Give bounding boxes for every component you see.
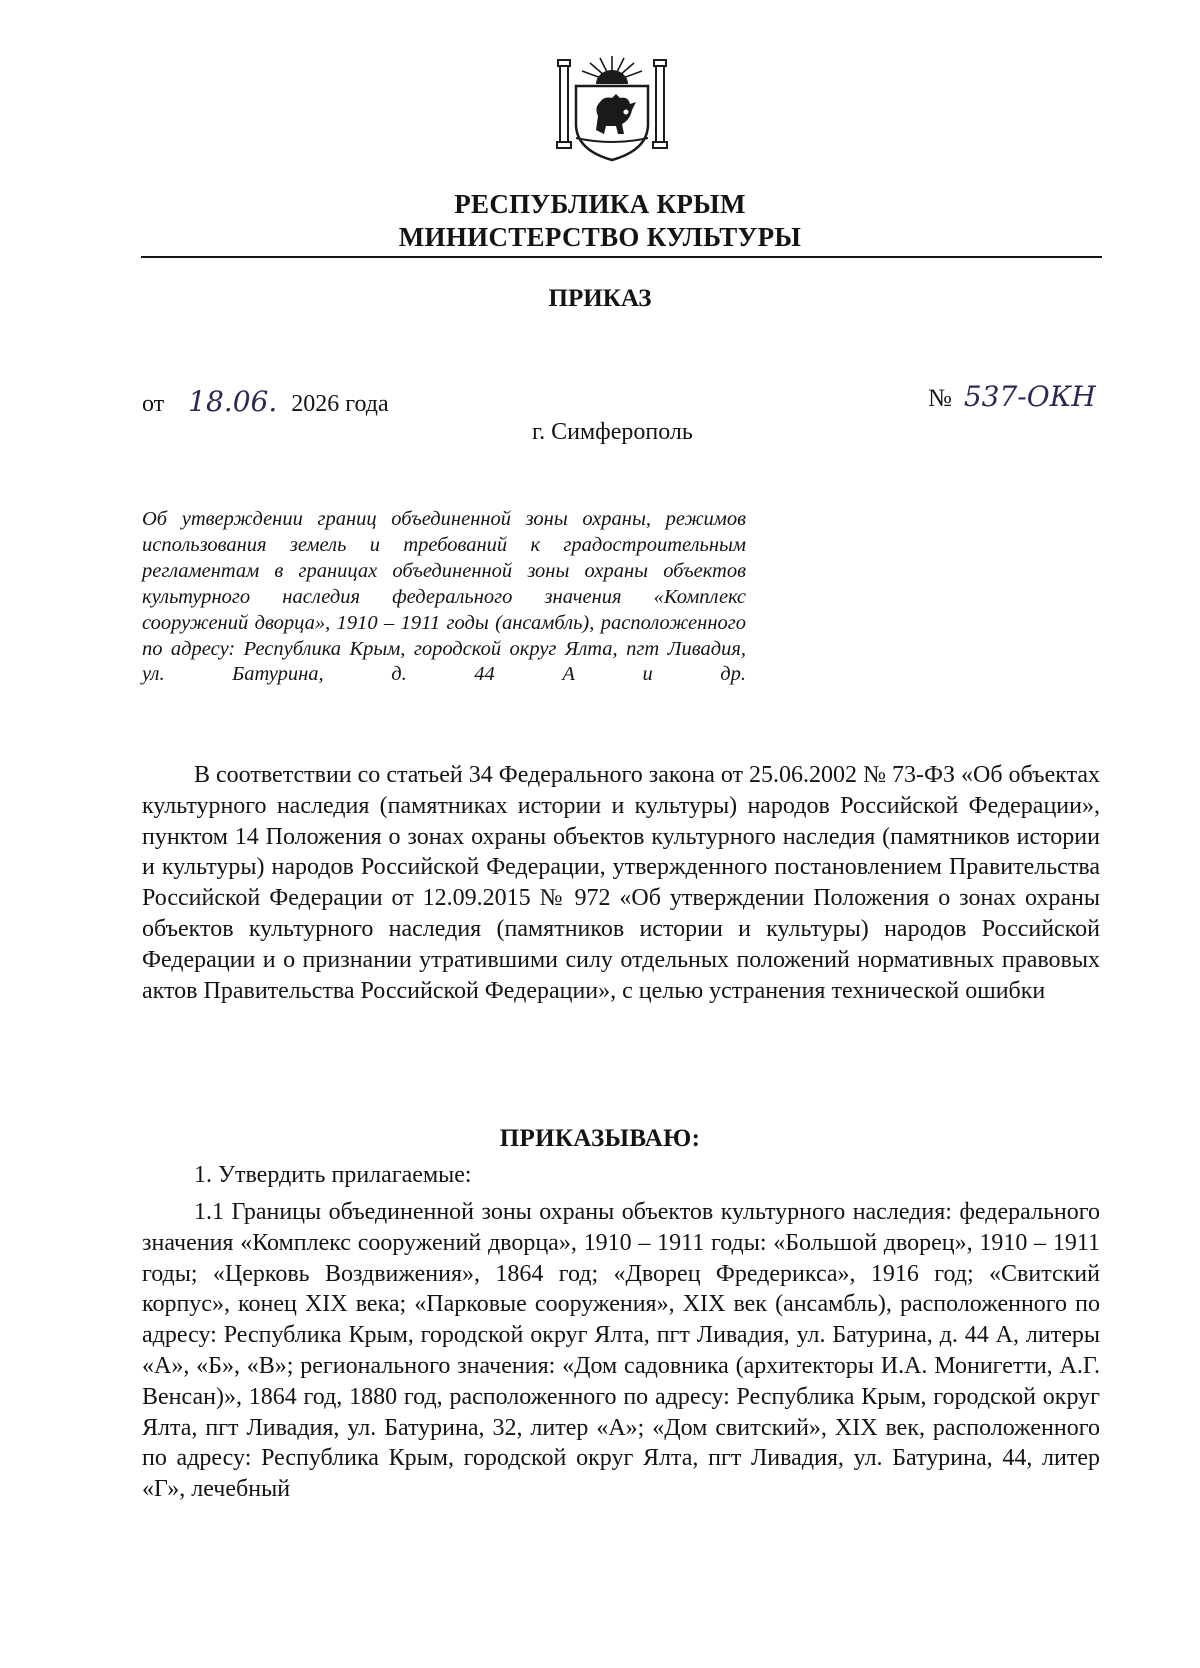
document-type: ПРИКАЗ <box>548 285 652 312</box>
city: г. Симферополь <box>532 419 693 445</box>
order-number <box>928 380 1096 413</box>
order-item-1: 1. Утвердить прилагаемые: <box>194 1162 472 1188</box>
header-divider <box>141 256 1102 258</box>
coat-of-arms-icon <box>552 46 672 164</box>
organization-region: РЕСПУБЛИКА КРЫМ <box>454 189 746 219</box>
preamble-paragraph: В соответствии со статьей 34 Федерального закона от 25.06.2002 № 73-ФЗ «Об объектах культурного наследия (памятниках истории и культуры) народов Российской Федерации», пунктом 14 Положения о зонах охраны объектов культурного наследия (памятников истории и культуры) народов Российской Федерации, утвержденного постановлением Правительства Российской Федерации от 12.09.2015 № 972 «Об утверждении Положения о зонах охраны объектов культурного наследия (памятников истории и культуры) народов Российской Федерации и о признании утратившими силу отдельных положений нормативных правовых актов Правительства Российской Федерации», с целью устранения технической ошибки <box>142 762 1100 1004</box>
order-heading: ПРИКАЗЫВАЮ: <box>499 1125 701 1152</box>
order-subject: Об утверждении границ объединенной зоны охраны, режимов использования земель и требований к градостроительным регламентам в границах объединенной зоны охраны объектов культурного наследия федерального значения «Комплекс сооружений дворца», 1910 – 1911 годы (ансамбль), расположенного по адресу: Республика Крым, городской округ Ялта, пгт Ливадия, ул. Батурина, д. 44 А и др. <box>142 508 746 686</box>
date-suffix: 2026 года <box>291 391 389 417</box>
date-prefix: от <box>142 391 165 417</box>
date-handwritten: 18.06. <box>188 385 278 418</box>
organization-ministry: МИНИСТЕРСТВО КУЛЬТУРЫ <box>398 222 802 252</box>
coat-of-arms-emblem <box>552 46 672 164</box>
order-item-1-1: 1.1 Границы объединенной зоны охраны объектов культурного наследия: федерального значения «Комплекс сооружений дворца», 1910 – 1911 годы: «Большой дворец», 1910 – 1911 годы; «Церковь Воздвижения», 1864 год; «Дворец Фредерикса», 1916 год; «Свитский корпус», конец XIX века; «Парковые сооружения», XIX век (ансамбль), расположенного по адресу: Республика Крым, городской округ Ялта, пгт Ливадия, ул. Батурина, д. 44 А, литеры «А», «Б», «В»; регионального значения: «Дом садовника (архитекторы И.А. Монигетти, А.Г. Венсан)», 1864 год, 1880 год, расположенного по адресу: Республика Крым, городской округ Ялта, пгт Ливадия, ул. Батурина, 32, литер «А»; «Дом свитский», XIX век, расположенного по адресу: Республика Крым, городской округ Ялта, пгт Ливадия, ул. Батурина, 44, литер «Г», лечебный <box>142 1199 1100 1503</box>
number-prefix: № <box>928 385 952 412</box>
number-handwritten: 537-ОКН <box>963 380 1096 413</box>
order-date <box>142 385 389 418</box>
